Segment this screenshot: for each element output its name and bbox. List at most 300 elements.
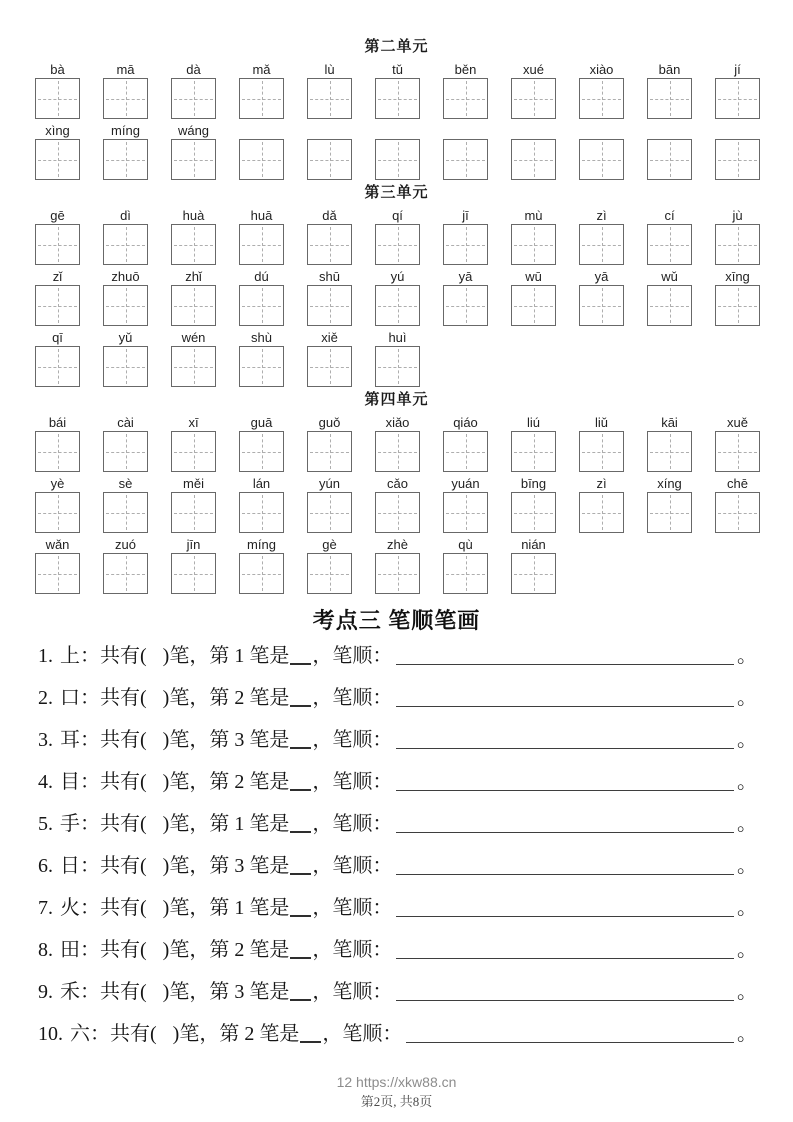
writing-row [35,123,793,180]
writing-box [239,224,284,265]
pinyin-label: dì [120,208,131,223]
writing-row [35,208,793,265]
item-period: 。 [737,855,757,877]
box-horizontal-gridline [242,99,281,100]
stroke-order-blank-line [396,748,734,749]
item-text-seg2: )笔，第 [162,687,235,709]
box-horizontal-gridline [446,99,485,100]
writing-cell [103,476,148,533]
writing-box [35,139,80,180]
stroke-item [38,643,757,669]
writing-box [307,285,352,326]
pinyin-label: xíng [657,476,682,491]
item-text-seg3: 笔是 [244,687,290,709]
writing-cell [171,208,216,265]
item-text-seg2: )笔，第 [172,1023,245,1045]
writing-box [443,224,488,265]
box-horizontal-gridline [38,452,77,453]
writing-box [443,285,488,326]
writing-cell [443,269,488,326]
writing-cell [375,476,420,533]
stroke-order-blank-line [396,664,734,665]
pinyin-label: liǔ [594,415,608,430]
pinyin-label: xìng [45,123,70,138]
writing-cell [579,476,624,533]
writing-box [307,553,352,594]
pinyin-label: bái [48,415,67,430]
stroke-number: 2 [234,687,245,709]
item-number: 6. [38,855,53,877]
box-horizontal-gridline [106,245,145,246]
pinyin-label: yuán [451,476,480,491]
stroke-order-blank-line [396,790,734,791]
box-horizontal-gridline [38,367,77,368]
writing-box [511,224,556,265]
box-horizontal-gridline [310,452,349,453]
writing-box [375,285,420,326]
writing-box [715,492,760,533]
item-text-seg2: )笔，第 [162,855,235,877]
box-horizontal-gridline [650,245,689,246]
writing-box [103,553,148,594]
item-text-seg2: )笔，第 [162,729,235,751]
writing-cell [103,269,148,326]
writing-box [171,431,216,472]
box-horizontal-gridline [378,99,417,100]
writing-cell [171,415,216,472]
writing-box [307,224,352,265]
writing-cell [511,208,556,265]
item-number: 9. [38,981,53,1003]
stroke-number: 3 [234,729,245,751]
pinyin-label: xuě [727,415,748,430]
item-text-seg3: 笔是 [244,897,290,919]
footer-page-indicator: 第2页, 共8页 [360,1094,433,1109]
writing-box [715,224,760,265]
writing-box [171,492,216,533]
pinyin-label: dǎ [322,208,337,223]
writing-cell [35,476,80,533]
pinyin-label: cí [664,208,675,223]
pinyin-label: cài [117,415,134,430]
pinyin-label: mā [116,62,135,77]
writing-box [171,285,216,326]
pinyin-label: wū [525,269,542,284]
box-horizontal-gridline [242,245,281,246]
box-horizontal-gridline [514,513,553,514]
box-horizontal-gridline [106,160,145,161]
writing-cell [443,62,488,119]
stroke-item [38,895,757,921]
box-horizontal-gridline [310,160,349,161]
writing-box [103,285,148,326]
pinyin-label: cǎo [387,476,408,491]
pinyin-label: shū [319,269,340,284]
stroke-item [38,937,757,963]
writing-cell [171,476,216,533]
writing-cell [511,123,556,180]
item-text-seg1: ：共有( [80,897,147,919]
stroke-answer-blank [290,999,311,1001]
item-character: 目 [60,771,80,793]
item-character: 火 [60,897,80,919]
writing-box [579,139,624,180]
box-horizontal-gridline [378,367,417,368]
box-horizontal-gridline [718,99,757,100]
stroke-item [38,769,757,795]
stroke-number: 2 [234,939,245,961]
writing-box [35,553,80,594]
writing-box [103,139,148,180]
unit-title: 第三单元 [364,185,429,201]
item-character: 日 [60,855,80,877]
item-text-seg1: ：共有( [80,981,147,1003]
stroke-number: 1 [234,813,245,835]
writing-cell [103,123,148,180]
item-text-seg2: )笔，第 [162,645,235,667]
stroke-answer-blank [290,789,311,791]
pinyin-label: guǒ [318,415,341,430]
writing-box [647,492,692,533]
writing-cell [171,62,216,119]
item-text-seg1: ：共有( [80,771,147,793]
footer-source: 12 https://xkw88.cn [336,1074,457,1090]
writing-box [647,431,692,472]
item-period: 。 [737,645,757,667]
box-horizontal-gridline [106,452,145,453]
writing-box [375,492,420,533]
box-horizontal-gridline [582,245,621,246]
box-horizontal-gridline [38,245,77,246]
stroke-number: 2 [244,1023,255,1045]
writing-box [35,78,80,119]
box-horizontal-gridline [582,99,621,100]
pinyin-label: xué [523,62,544,77]
pinyin-label: dú [254,269,269,284]
item-character: 上 [60,645,80,667]
writing-cell [511,62,556,119]
stroke-number: 2 [234,771,245,793]
box-horizontal-gridline [106,513,145,514]
pinyin-label: nián [521,537,546,552]
pinyin-label: měi [183,476,204,491]
pinyin-label: xiě [321,330,338,345]
writing-cell [715,476,760,533]
item-character: 禾 [60,981,80,1003]
item-number: 8. [38,939,53,961]
writing-box [103,492,148,533]
writing-box [103,78,148,119]
pinyin-label: bà [50,62,65,77]
writing-cell [307,330,352,387]
writing-cell [375,123,420,180]
item-period: 。 [737,1023,757,1045]
box-horizontal-gridline [174,513,213,514]
box-horizontal-gridline [650,306,689,307]
writing-row [35,330,793,387]
box-horizontal-gridline [446,306,485,307]
writing-cell [239,537,284,594]
writing-box [239,78,284,119]
box-horizontal-gridline [446,574,485,575]
box-horizontal-gridline [650,452,689,453]
writing-cell [171,537,216,594]
box-horizontal-gridline [718,160,757,161]
item-number: 7. [38,897,53,919]
item-text-seg3: 笔是 [244,813,290,835]
writing-cell [239,123,284,180]
pinyin-label: kāi [661,415,678,430]
pinyin-label: wǔ [661,269,678,284]
writing-box [443,139,488,180]
item-number: 10. [38,1023,63,1045]
pinyin-label: zuó [115,537,136,552]
unit-section-1 [0,38,793,180]
writing-cell [171,269,216,326]
writing-cell [307,123,352,180]
pinyin-label: qù [458,537,473,552]
writing-box [579,78,624,119]
item-text-seg3: 笔是 [244,729,290,751]
box-horizontal-gridline [514,160,553,161]
pinyin-label: zhè [387,537,408,552]
writing-cell [579,123,624,180]
item-period: 。 [737,771,757,793]
writing-cell [35,62,80,119]
item-text-seg2: )笔，第 [162,813,235,835]
stroke-item [38,1021,757,1047]
box-horizontal-gridline [514,245,553,246]
writing-box [579,285,624,326]
writing-cell [511,476,556,533]
box-horizontal-gridline [242,367,281,368]
item-text-seg4: ，笔顺： [312,897,393,919]
pinyin-label: zì [596,476,607,491]
writing-cell [443,123,488,180]
writing-cell [239,476,284,533]
item-period: 。 [737,897,757,919]
writing-box [647,224,692,265]
pinyin-label: guā [250,415,273,430]
item-text-seg1: ：共有( [80,729,147,751]
box-horizontal-gridline [582,452,621,453]
item-period: 。 [737,729,757,751]
writing-box [511,553,556,594]
writing-cell [307,537,352,594]
box-horizontal-gridline [242,452,281,453]
pinyin-label: wén [181,330,206,345]
pinyin-label: yǔ [118,330,133,345]
pinyin-label: yú [390,269,405,284]
writing-box [171,78,216,119]
item-text-seg3: 笔是 [244,981,290,1003]
writing-box [375,346,420,387]
item-character: 耳 [60,729,80,751]
item-text-seg3: 笔是 [244,645,290,667]
writing-box [579,431,624,472]
box-horizontal-gridline [310,306,349,307]
pinyin-label: wáng [177,123,210,138]
writing-cell [103,415,148,472]
pinyin-label: dà [186,62,201,77]
writing-cell [715,208,760,265]
pinyin-label: qī [52,330,63,345]
writing-cell [647,269,692,326]
stroke-number: 3 [234,981,245,1003]
writing-cell [239,62,284,119]
stroke-number: 1 [234,897,245,919]
box-horizontal-gridline [378,452,417,453]
writing-cell [579,208,624,265]
box-horizontal-gridline [446,452,485,453]
pinyin-label: xiǎo [385,415,410,430]
box-horizontal-gridline [174,160,213,161]
pinyin-label: qí [392,208,403,223]
writing-box [239,431,284,472]
box-horizontal-gridline [38,99,77,100]
pinyin-practice-units [0,38,793,594]
stroke-order-blank-line [396,916,734,917]
pinyin-label: lán [252,476,271,491]
item-text-seg3: 笔是 [244,771,290,793]
pinyin-label: xīng [725,269,750,284]
pinyin-label: xī [188,415,199,430]
writing-box [171,139,216,180]
writing-cell [511,269,556,326]
pinyin-label: gè [322,537,337,552]
writing-row [35,62,793,119]
writing-box [443,492,488,533]
stroke-order-blank-line [396,1000,734,1001]
item-text-seg1: ：共有( [80,939,147,961]
pinyin-label: gē [50,208,65,223]
stroke-order-blank-line [396,832,734,833]
box-horizontal-gridline [38,160,77,161]
writing-cell [579,62,624,119]
writing-cell [511,537,556,594]
writing-cell [443,208,488,265]
writing-row [35,269,793,326]
writing-cell [35,208,80,265]
writing-box [647,78,692,119]
box-horizontal-gridline [582,160,621,161]
pinyin-label: tǔ [392,62,403,77]
stroke-item [38,685,757,711]
pinyin-label: chē [727,476,748,491]
item-text-seg2: )笔，第 [162,897,235,919]
writing-cell [579,269,624,326]
box-horizontal-gridline [718,513,757,514]
box-horizontal-gridline [718,452,757,453]
writing-cell [239,330,284,387]
writing-box [239,285,284,326]
writing-cell [103,208,148,265]
pinyin-label: huì [388,330,407,345]
box-horizontal-gridline [174,99,213,100]
stroke-answer-blank [290,705,311,707]
pinyin-label: sè [118,476,133,491]
writing-box [307,431,352,472]
writing-cell [239,208,284,265]
item-text-seg1: ：共有( [80,645,147,667]
box-horizontal-gridline [582,513,621,514]
box-horizontal-gridline [378,306,417,307]
box-horizontal-gridline [242,574,281,575]
item-text-seg2: )笔，第 [162,981,235,1003]
writing-box [715,78,760,119]
pinyin-label: zì [596,208,607,223]
item-text-seg2: )笔，第 [162,939,235,961]
writing-cell [35,537,80,594]
unit-title: 第四单元 [364,392,429,408]
writing-box [375,431,420,472]
writing-cell [715,123,760,180]
pinyin-label: zhuō [111,269,140,284]
pinyin-label: yā [458,269,473,284]
item-number: 2. [38,687,53,709]
writing-cell [103,330,148,387]
writing-cell [35,415,80,472]
item-period: 。 [737,687,757,709]
stroke-answer-blank [290,747,311,749]
writing-cell [579,415,624,472]
item-number: 3. [38,729,53,751]
stroke-order-blank-line [396,874,734,875]
box-horizontal-gridline [378,245,417,246]
writing-box [239,492,284,533]
writing-row [35,476,793,533]
writing-cell [647,62,692,119]
box-horizontal-gridline [174,574,213,575]
writing-cell [307,415,352,472]
writing-box [35,431,80,472]
box-horizontal-gridline [106,574,145,575]
item-character: 口 [60,687,80,709]
writing-cell [307,62,352,119]
writing-cell [647,415,692,472]
pinyin-label: qiáo [453,415,478,430]
item-text-seg3: 笔是 [244,939,290,961]
box-horizontal-gridline [242,306,281,307]
pinyin-label: lù [324,62,335,77]
box-horizontal-gridline [310,574,349,575]
writing-box [35,224,80,265]
writing-box [647,285,692,326]
item-text-seg4: ，笔顺： [312,813,393,835]
box-horizontal-gridline [514,306,553,307]
writing-cell [307,269,352,326]
pinyin-label: yā [594,269,609,284]
box-horizontal-gridline [242,160,281,161]
writing-cell [307,208,352,265]
writing-box [307,492,352,533]
writing-box [511,431,556,472]
box-horizontal-gridline [174,245,213,246]
pinyin-label: bīng [520,476,547,491]
pinyin-label: shù [251,330,272,345]
unit-section-2 [0,184,793,387]
pinyin-label: xiào [589,62,614,77]
writing-cell [443,415,488,472]
writing-box [511,285,556,326]
item-period: 。 [737,939,757,961]
writing-cell [647,476,692,533]
writing-cell [35,330,80,387]
writing-cell [35,269,80,326]
box-horizontal-gridline [650,160,689,161]
stroke-order-blank-line [396,958,734,959]
box-horizontal-gridline [38,306,77,307]
